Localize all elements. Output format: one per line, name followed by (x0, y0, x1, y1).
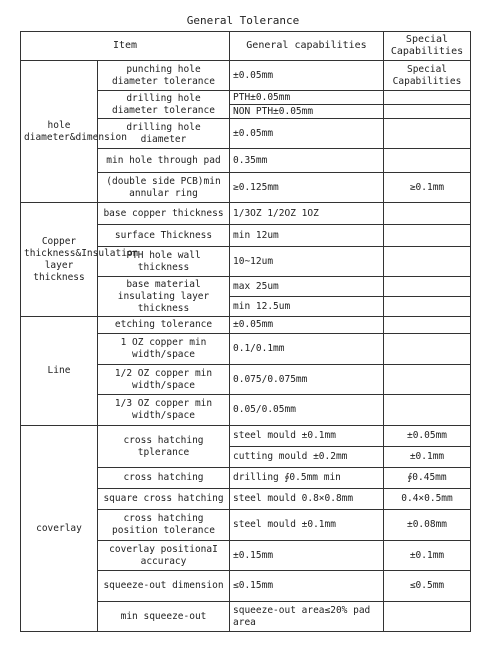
group-line: Line (21, 317, 98, 426)
general-cell: 10~12um (230, 247, 384, 277)
general-cell: ±0.05mm (230, 61, 384, 91)
general-cell: steel mould ±0.1mm (230, 510, 384, 541)
item-cell: cross hatching (98, 468, 230, 489)
special-cell: 0.4×0.5mm (384, 489, 471, 510)
special-cell (384, 317, 471, 334)
special-cell: ≥0.1mm (384, 173, 471, 203)
item-cell: etching tolerance (98, 317, 230, 334)
table-row (21, 317, 471, 334)
special-cell (384, 91, 471, 105)
item-cell: PTH hole wall thickness (98, 247, 230, 277)
general-cell: ±0.15mm (230, 541, 384, 571)
general-cell: min 12um (230, 225, 384, 247)
special-cell (384, 105, 471, 119)
special-cell (384, 297, 471, 317)
special-cell: ≤0.5mm (384, 571, 471, 602)
item-cell: drilling hole diameter (98, 119, 230, 149)
header-general: General capabilities (230, 32, 384, 61)
item-cell: base material insulating layer thickness (98, 277, 230, 317)
general-cell: min 12.5um (230, 297, 384, 317)
special-cell (384, 149, 471, 173)
page-title: General Tolerance (186, 14, 300, 27)
general-cell: steel mould ±0.1mm (230, 426, 384, 447)
general-cell: ±0.05mm (230, 317, 384, 334)
special-cell: ±0.08mm (384, 510, 471, 541)
special-cell: ∮0.45mm (384, 468, 471, 489)
special-cell (384, 365, 471, 395)
group-copper: Copper thickness&Insulation layer thickness (21, 203, 98, 317)
special-cell: ±0.1mm (384, 447, 471, 468)
general-cell: cutting mould ±0.2mm (230, 447, 384, 468)
table-header-row (21, 32, 471, 61)
general-cell: squeeze-out area≤20% pad area (230, 602, 384, 632)
special-cell (384, 334, 471, 365)
item-cell: square cross hatching (98, 489, 230, 510)
item-cell: min squeeze-out (98, 602, 230, 632)
special-cell (384, 395, 471, 426)
header-item: Item (21, 32, 230, 61)
item-cell: drilling hole diameter tolerance (98, 91, 230, 119)
general-cell: 0.35mm (230, 149, 384, 173)
special-cell: ±0.1mm (384, 541, 471, 571)
general-cell: NON PTH±0.05mm (230, 105, 384, 119)
general-cell: 0.05/0.05mm (230, 395, 384, 426)
item-cell: min hole through pad (98, 149, 230, 173)
special-cell (384, 119, 471, 149)
general-cell: 0.1/0.1mm (230, 334, 384, 365)
special-cell: ±0.05mm (384, 426, 471, 447)
item-cell: cross hatching tplerance (98, 426, 230, 468)
item-cell: squeeze-out dimension (98, 571, 230, 602)
table-row (21, 61, 471, 91)
special-cell (384, 247, 471, 277)
special-cell (384, 602, 471, 632)
general-cell: ≥0.125mm (230, 173, 384, 203)
special-cell: Special Capabilities (384, 61, 471, 91)
item-cell: 1 OZ copper min width/space (98, 334, 230, 365)
table-row (21, 426, 471, 447)
item-cell: 1/3 OZ copper min width/space (98, 395, 230, 426)
item-cell: cross hatching position tolerance (98, 510, 230, 541)
general-cell: ≤0.15mm (230, 571, 384, 602)
item-cell: (double side PCB)min annular ring (98, 173, 230, 203)
general-cell: drilling ∮0.5mm min (230, 468, 384, 489)
header-special: Special Capabilities (384, 32, 471, 61)
table-row (21, 203, 471, 225)
special-cell (384, 277, 471, 297)
group-coverlay: coverlay (21, 426, 98, 632)
general-cell: steel mould 0.8×0.8mm (230, 489, 384, 510)
item-cell: punching hole diameter tolerance (98, 61, 230, 91)
general-cell: 0.075/0.075mm (230, 365, 384, 395)
general-cell: max 25um (230, 277, 384, 297)
special-cell (384, 225, 471, 247)
general-cell: ±0.05mm (230, 119, 384, 149)
tolerance-table (20, 31, 471, 632)
item-cell: surface Thickness (98, 225, 230, 247)
item-cell: base copper thickness (98, 203, 230, 225)
group-hole: hole diameter&dimension (21, 61, 98, 203)
general-cell: PTH±0.05mm (230, 91, 384, 105)
special-cell (384, 203, 471, 225)
item-cell: 1/2 OZ copper min width/space (98, 365, 230, 395)
general-cell: 1/3OZ 1/2OZ 1OZ (230, 203, 384, 225)
item-cell: coverlay positionaI accuracy (98, 541, 230, 571)
